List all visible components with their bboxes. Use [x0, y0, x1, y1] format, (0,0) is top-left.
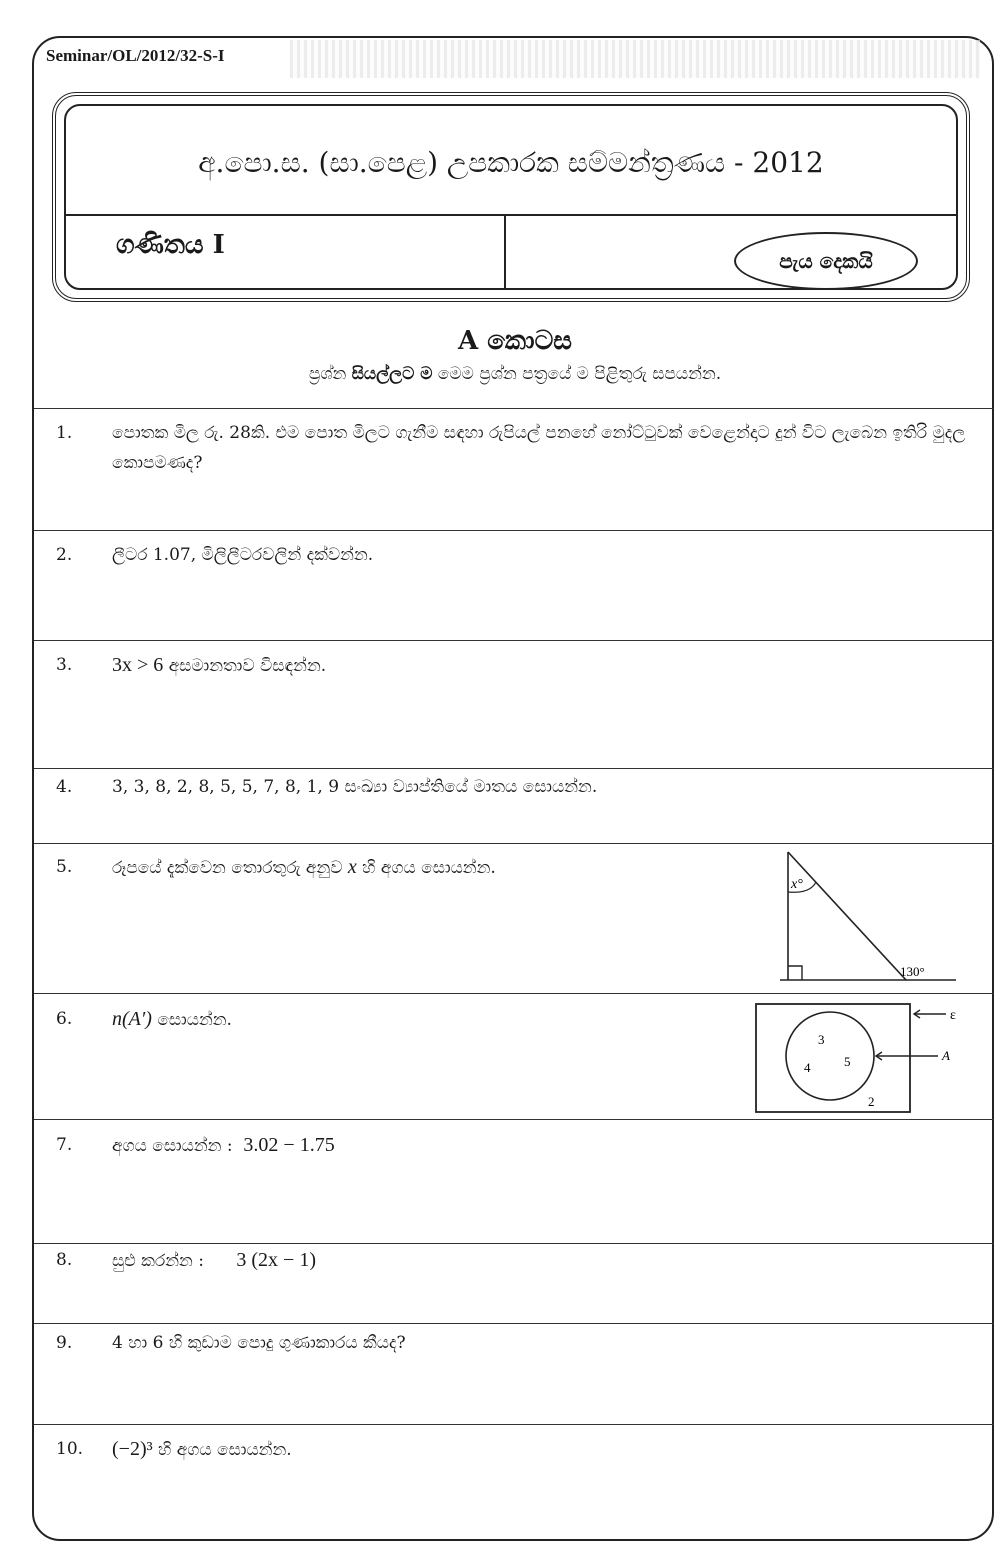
question-number: 6.	[56, 1009, 73, 1029]
header-divider	[66, 214, 956, 216]
question-text: 4 හා 6 හි කුඩාම පොදු ගුණාකාරය කීයද?	[112, 1333, 406, 1353]
question-number: 3.	[56, 655, 73, 675]
instruction	[0, 364, 1000, 384]
triangle-hypotenuse	[788, 852, 906, 980]
question-divider	[34, 1323, 994, 1324]
venn-value: 3	[818, 1032, 825, 1047]
header-vertical-divider	[504, 214, 506, 288]
question-content	[112, 852, 760, 883]
question-content	[112, 1004, 740, 1035]
question-text: අගය සොයන්න :	[112, 1136, 233, 1156]
question-content	[112, 650, 986, 681]
duration-label: පැය දෙකයි	[779, 249, 873, 273]
question-number: 7.	[56, 1135, 73, 1155]
duration-oval	[734, 232, 918, 290]
question-divider	[34, 640, 994, 641]
question-content	[112, 1434, 986, 1465]
question-number: 8.	[56, 1250, 73, 1270]
question-text-b: හි අගය සොයන්න.	[362, 858, 496, 878]
universal-set-box	[756, 1004, 910, 1112]
question-divider	[34, 1243, 994, 1244]
right-angle-mark	[788, 966, 802, 980]
angle-130-label: 130°	[900, 964, 925, 979]
question-text: සොයන්න.	[157, 1010, 232, 1030]
question-number: 4.	[56, 777, 73, 797]
instruction-bold: සියල්ලට ම	[351, 364, 433, 384]
venn-value: 4	[804, 1060, 811, 1075]
question-text: සුළු කරන්න :	[112, 1251, 204, 1271]
universal-set-label: ε	[950, 1008, 956, 1023]
paper-code: Seminar/OL/2012/32-S-I	[46, 46, 225, 65]
venn-value: 2	[868, 1094, 875, 1109]
header-inner	[64, 104, 958, 290]
question-math: 3 (2x − 1)	[236, 1249, 316, 1271]
venn-diagram	[752, 1000, 972, 1116]
question-math: 3.02 − 1.75	[243, 1134, 335, 1156]
subject-title: ගණිතය I	[116, 230, 225, 260]
question-content	[112, 1130, 986, 1161]
question-math: n(A′)	[112, 1008, 152, 1030]
question-divider	[34, 1424, 994, 1425]
set-a-circle	[786, 1012, 874, 1100]
question-math: 3x > 6	[112, 654, 164, 676]
question-number: 5.	[56, 857, 73, 877]
question-number: 1.	[56, 423, 73, 443]
header-box	[52, 92, 970, 302]
triangle-figure	[780, 848, 960, 988]
instruction-pre: ප්‍රශ්න	[308, 364, 347, 384]
question-text-a: රූපයේ දැක්වෙන තොරතුරු අනුව	[112, 858, 343, 878]
question-text: පොතක මිල රු. 28කි. එම පොත මිලට ගැනීම සඳහා රුපියල් පනහේ නෝට්ටුවක් වෙළෙන්දාට දුන් විට ලැබෙන ඉතිරි මුදල කොපමණද?	[112, 423, 966, 473]
question-number: 10.	[56, 1439, 84, 1459]
part-title: A කොටස	[458, 326, 572, 356]
question-divider	[34, 993, 994, 994]
question-divider	[34, 768, 994, 769]
question-number: 9.	[56, 1333, 73, 1353]
question-text: 3, 3, 8, 2, 8, 5, 5, 7, 8, 1, 9 සංඛ්‍යා ව්‍යාප්තියේ මාතය සොයන්න.	[112, 777, 598, 797]
angle-x-label: x°	[791, 877, 803, 892]
question-divider	[34, 530, 994, 531]
question-content	[112, 1245, 986, 1276]
question-math: (−2)³	[112, 1438, 153, 1460]
question-text: හි අගය සොයන්න.	[158, 1440, 292, 1460]
set-a-label: A	[942, 1048, 950, 1063]
exam-title: අ.පො.ස. (සා.පෙළ) උපකාරක සම්මන්ත්‍රණය - 2012	[198, 146, 824, 179]
scan-noise	[290, 40, 980, 78]
question-divider	[34, 408, 994, 409]
question-text: අසමානතාව විසඳන්න.	[168, 656, 327, 676]
question-divider	[34, 843, 994, 844]
question-variable: x	[347, 856, 357, 878]
venn-value: 5	[844, 1054, 851, 1069]
instruction-post: මෙම ප්‍රශ්න පත්‍රයේ ම පිළිතුරු සපයන්න.	[437, 364, 722, 384]
question-text: ලීටර 1.07, මිලිලීටරවලින් දක්වන්න.	[112, 545, 374, 565]
question-divider	[34, 1119, 994, 1120]
question-number: 2.	[56, 545, 73, 565]
